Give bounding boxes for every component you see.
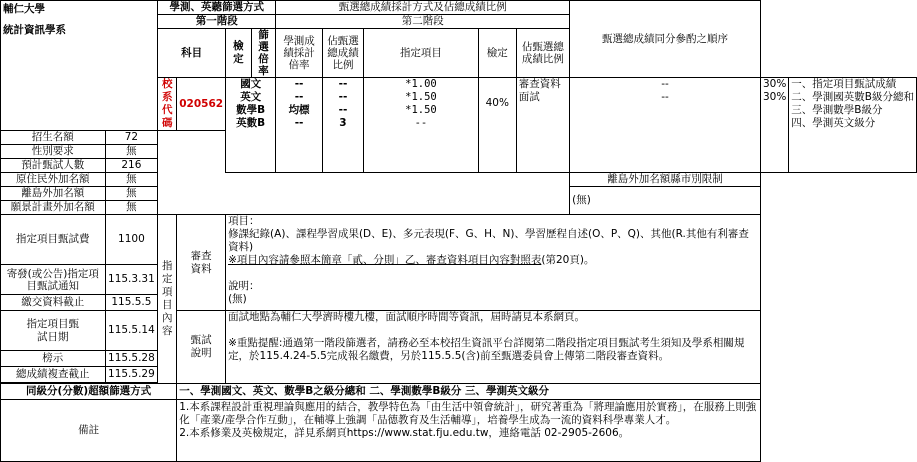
multiple-value: 3 [339,117,347,129]
stage1-subjects [226,78,276,173]
island-limit-value: (無) [570,187,761,215]
interview-line2: ※重點提醒:通過第一階段篩選者，請務必至本校招生資訊平台詳閱第二階段指定項目甄試考生須知及學系相關規定，於115.4.24-5.5完成報名繳費，另於115.5.5(含)前至甄選委員會上傳第二階段審查資料。 [228,337,745,362]
notes-line1: 1.本系課程設計重視理論與應用的結合，教學特色為「由生活中領會統計」，研究著重為「將理論應用於實務」，在服務上則強化「產業/產學合作互動」，在輔導上強調「品德教育及生活輔導」，培養學生成為一流的資料科學專業人才。 [179,401,757,426]
calc-section-title: 甄選總成績採計方式及佔總成績比例 [276,1,570,15]
subject-name: 國文 [240,78,262,90]
schedule-label: 指定項目甄試費 [1,215,106,265]
stage1-multiples [322,78,363,173]
info-value: 216 [105,159,158,173]
col-stage2-ratio: 佔甄選總成績比例 [516,29,569,78]
interview-label-text: 甄試說明 [190,334,212,359]
schedule-label: 榜示 [1,351,106,367]
stage2-item: 審查資料 [518,78,561,90]
stage1-ratio-value: 40% [485,97,509,109]
tie-method-label: 同級分(分數)超額篩選方式 [1,384,177,400]
schedule-value: 115.5.29 [105,367,158,383]
weight-value: *1.50 [405,104,437,116]
review-note-line [228,254,758,267]
notes-line2: 2.本系修業及英檢規定，詳見系網頁https://www.stat.fju.edu.tw，連絡電話 02-2905-2606。 [179,427,630,439]
multiple-value: -- [338,104,348,116]
review-note-page: (第20頁)。 [541,254,595,266]
blank-area [158,173,570,215]
review-desc-title: 說明： [228,280,260,292]
review-note-link[interactable]: ※項目內容請參照本簡章「貳、分則」乙、審查資料項目內容對照表 [228,254,542,266]
stage1-checks [276,78,323,173]
info-label: 招生名額 [1,131,106,145]
info-value: 無 [105,201,158,215]
stage2-check: -- [661,78,669,90]
info-label: 離島外加名額 [1,187,106,201]
info-value: 無 [105,145,158,159]
review-label [177,215,226,311]
col-screen-multiple: 篩選倍率 [251,29,276,78]
col-subject: 科目 [158,29,226,78]
stage2-ratio: 30% [762,91,787,103]
designated-vertical-text: 指定項目內容 [161,260,173,337]
university-name: 輔仁大學 [3,3,45,15]
info-value: 無 [105,173,158,187]
stage2-check: -- [661,91,669,103]
review-label-text: 審查資料 [190,249,212,275]
schedule-value: 115.5.14 [105,311,158,351]
schedule-label-text: 指定項目甄試日期 [26,317,80,343]
schedule-value: 115.5.5 [105,295,158,311]
tiebreak-item: 四、學測英文級分 [791,117,876,129]
check-value: -- [294,91,304,103]
schedule-value: 1100 [105,215,158,265]
weight-value: *1.00 [405,78,437,90]
schedule-label [1,311,106,351]
review-items-title: 項目： [228,215,260,227]
tiebreak-item: 一、指定項目甄試成績 [791,78,897,90]
weight-value: -- [414,117,428,129]
department-name: 統計資訊學系 [3,24,66,36]
tiebreak-list [789,78,917,173]
weight-value: *1.50 [405,91,437,103]
subject-name: 英數B [236,117,266,129]
info-label: 原住民外加名額 [1,173,106,187]
info-label: 校系代碼 [158,78,177,131]
review-desc: (無) [228,293,247,305]
stage2-item: 面試 [518,91,540,103]
interview-content [226,311,761,384]
col-check: 檢定 [226,29,252,78]
stage2-ratios [760,78,788,173]
info-value: 無 [105,187,158,201]
info-value: 020562 [177,78,226,131]
col-designated-item: 指定項目 [364,29,479,78]
gsat-section-title: 學測、英聽篩選方式 [158,1,276,15]
col-stage1-ratio: 佔甄選總成績比例 [322,29,363,78]
check-value: -- [294,78,304,90]
interview-line1: 面試地點為輔仁大學濟時樓九樓，面試順序時間等資訊，屆時請見本系網頁。 [228,311,586,323]
tiebreak-item: 二、學測國英數B級分總和 [791,91,914,103]
stage2-ratio: 30% [762,78,787,90]
stage2-title: 第二階段 [276,15,570,29]
info-value: 72 [105,131,158,145]
stage2-items [516,78,569,173]
notes-label: 備註 [1,400,177,462]
col-check2: 檢定 [478,29,516,78]
schedule-label: 繳交資料截止 [1,295,106,311]
tiebreak-item: 三、學測數學B級分 [791,104,883,116]
review-content [226,215,761,311]
stage1-ratio [478,78,516,173]
schedule-label: 寄發(或公告)指定項目甄試通知 [1,265,106,295]
stage1-title: 第一階段 [158,15,276,29]
tie-method-value: 一、學測國文、英文、數學B之級分總和 二、學測數學B級分 三、學測英文級分 [177,384,761,400]
island-limit-title: 離島外加名額縣市別限制 [570,173,761,187]
tiebreak-title: 甄選總成績同分參酌之順序 [570,1,761,78]
schedule-value: 115.3.31 [105,265,158,295]
info-label: 性別要求 [1,145,106,159]
check-value: -- [294,117,304,129]
schedule-label: 總成績複查截止 [1,367,106,383]
check-value: 均標 [288,104,310,116]
multiple-value: -- [338,91,348,103]
subject-name: 數學B [236,104,266,116]
col-gsat-weight: 學測成績採計倍率 [276,29,323,78]
notes-content [177,400,761,462]
interview-label [177,311,226,384]
designated-vertical-label [158,215,177,384]
info-label: 願景計畫外加名額 [1,201,106,215]
subject-name: 英文 [240,91,262,103]
review-items: 修課紀錄(A)、課程學習成果(D、E)、多元表現(F、G、H、N)、學習歷程自述(O、P、Q)、其他(R.其他有利審查資料) [228,228,749,253]
multiple-value: -- [338,78,348,90]
stage1-weights [364,78,479,173]
school-name-cell [1,1,158,131]
info-label: 預計甄試人數 [1,159,106,173]
stage2-checks [570,78,761,173]
schedule-value: 115.5.28 [105,351,158,367]
